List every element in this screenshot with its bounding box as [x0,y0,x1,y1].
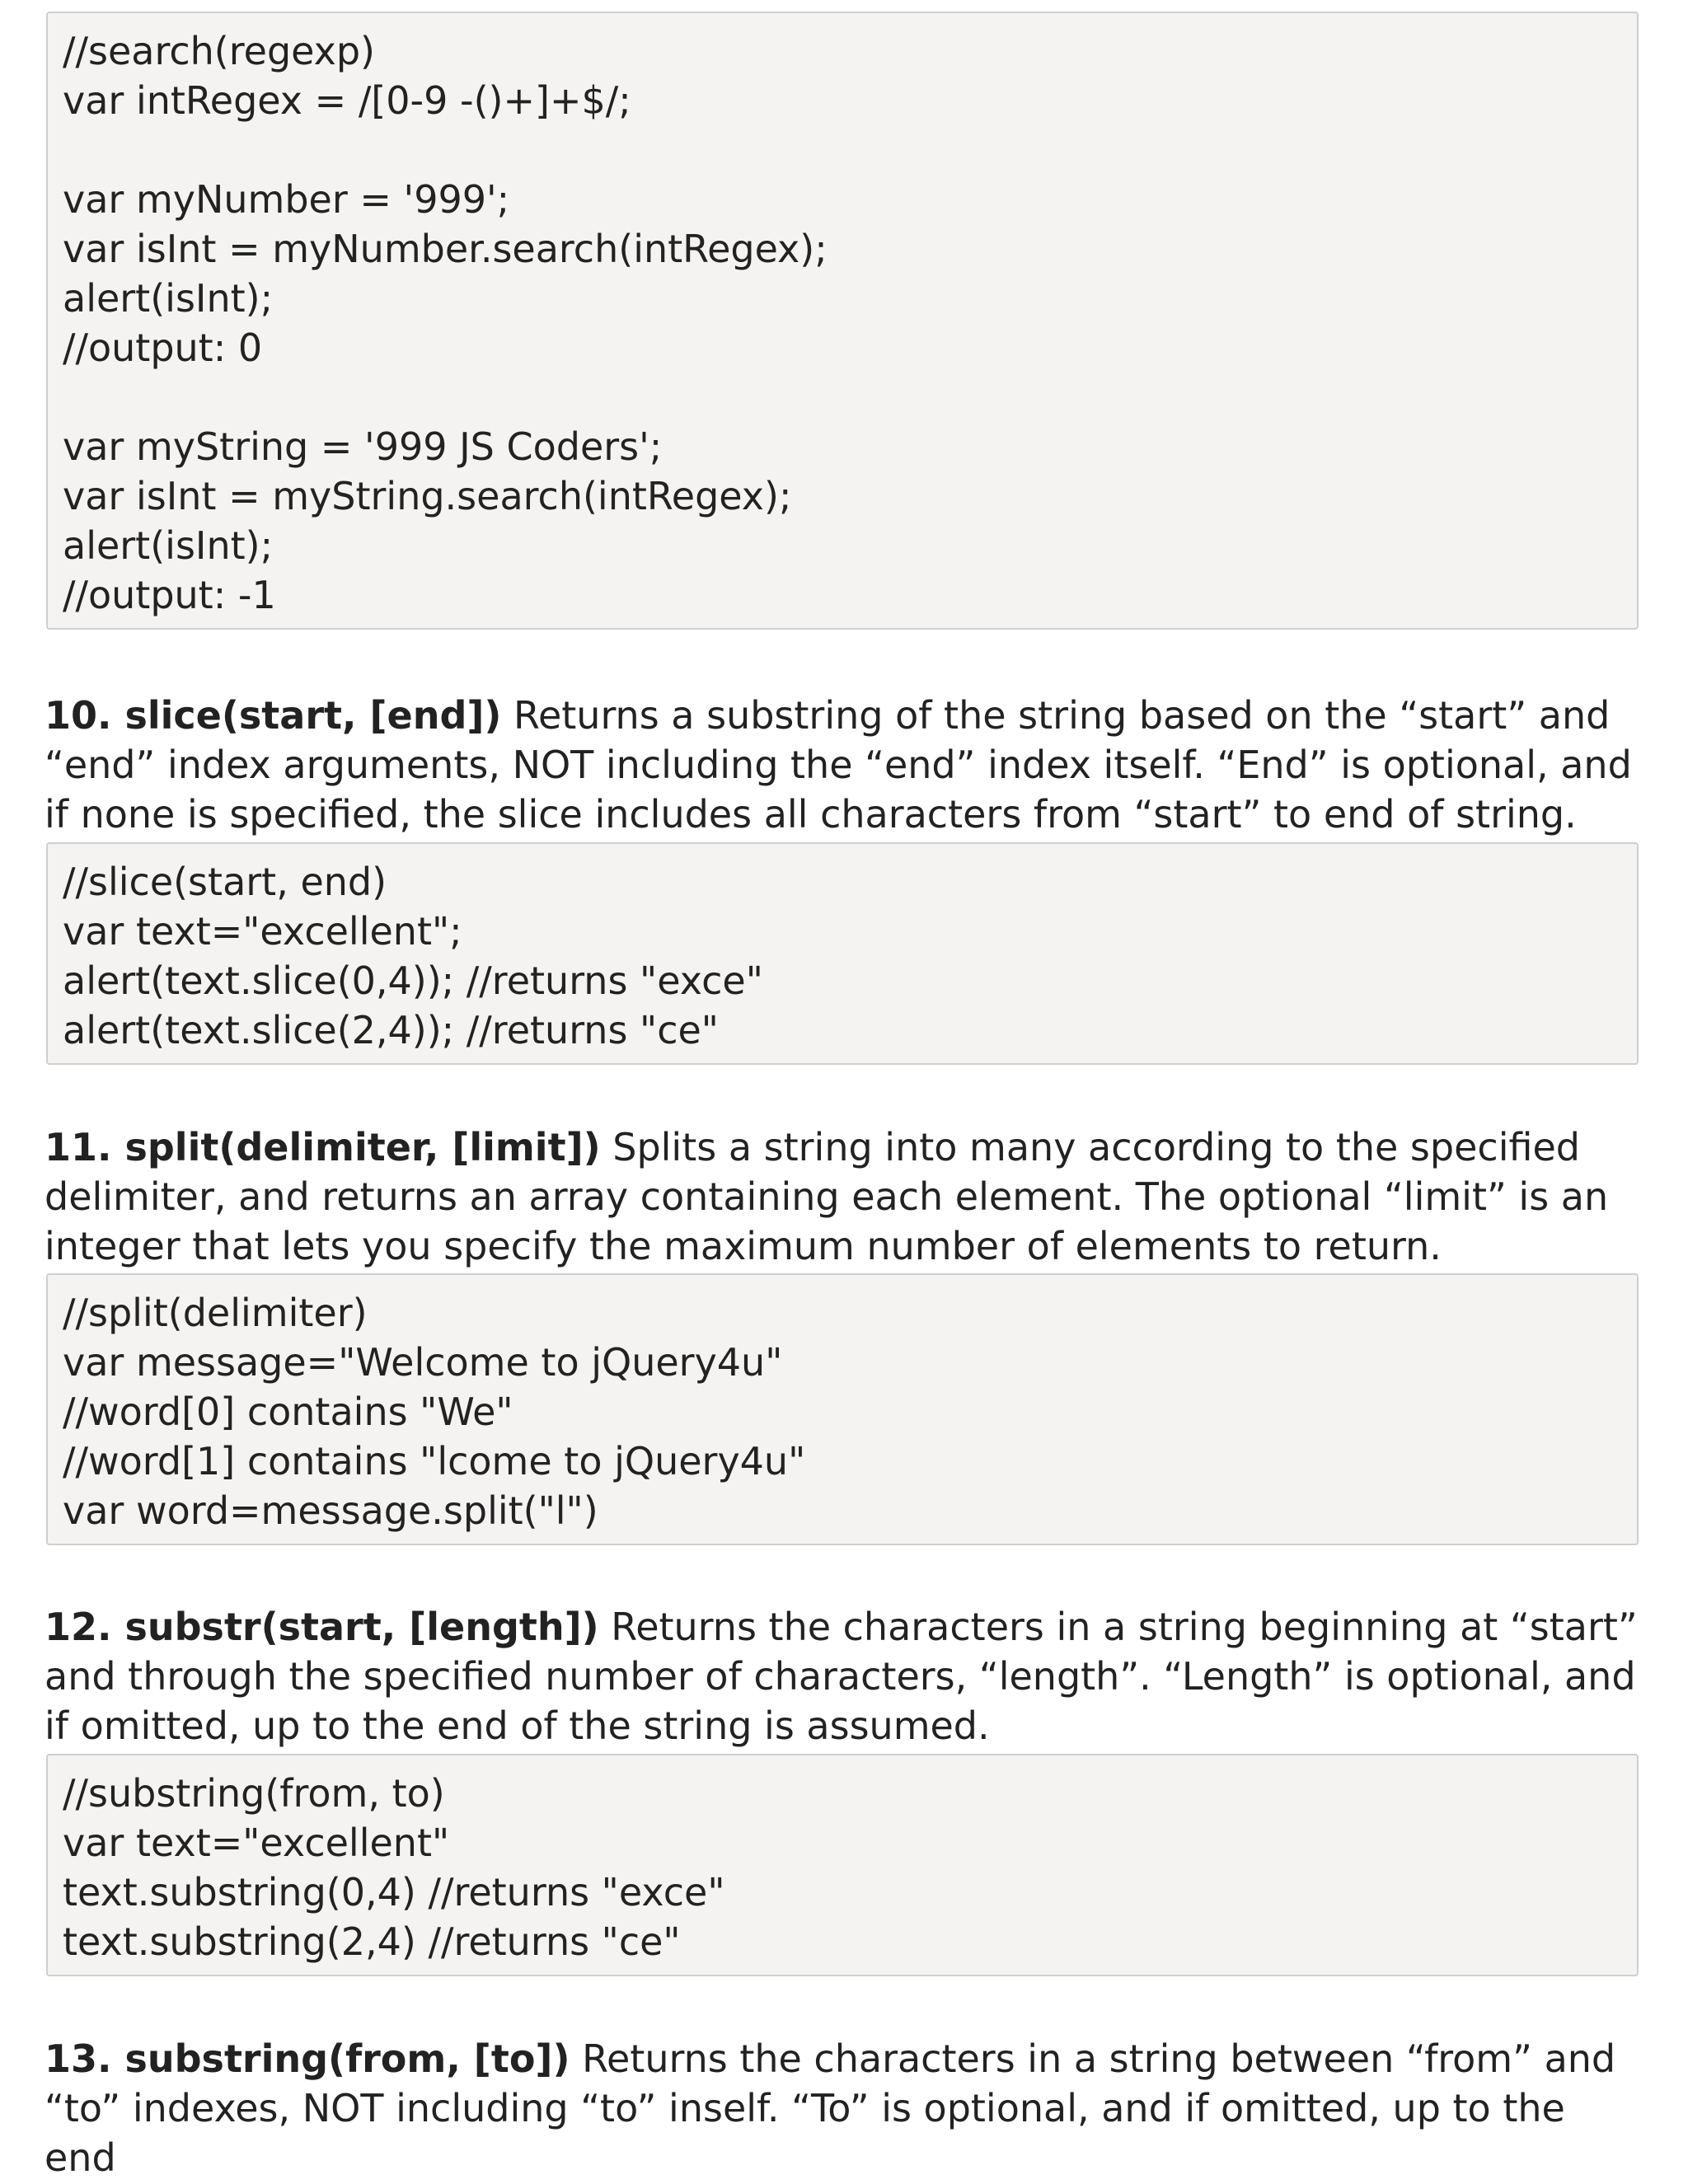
section-heading: 12. substr(start, [length]) [45,1605,599,1649]
code-line: text.substring(0,4) //returns "exce" [63,1870,725,1915]
code-line: alert(text.slice(2,4)); //returns "ce" [63,1008,719,1052]
code-line: var text="excellent" [63,1821,450,1865]
code-line: //split(delimiter) [63,1291,368,1335]
code-line: alert(text.slice(0,4)); //returns "exce" [63,958,763,1003]
code-line: var intRegex = /[0-9 -()+]+$/; [63,78,631,123]
section-substr [45,1602,1643,1750]
code-line: var isInt = myNumber.search(intRegex); [63,227,828,271]
section-substring [45,2034,1643,2182]
code-line: //word[0] contains "We" [63,1390,513,1434]
code-line: //search(regexp) [63,29,376,73]
code-line: alert(isInt); [63,276,274,321]
code-line: //substring(from, to) [63,1771,445,1816]
section-description: Returns a substring of the string based on the “start” and “end” index arguments, NOT including the “end” index itself. “End” is optional, and if none is specified, the slice includes all characters from “start” to end of string. [45,693,1632,837]
code-line: var message="Welcome to jQuery4u" [63,1340,783,1385]
section-description: Splits a string into many according to the specified delimiter, and returns an array containing each element. The optional “limit” is an integer that lets you specify the maximum number of elements to return. [45,1125,1609,1268]
section-heading: 10. slice(start, [end]) [45,693,502,738]
code-line: //output: -1 [63,573,276,617]
section-split [45,1122,1643,1271]
code-line: //word[1] contains "lcome to jQuery4u" [63,1439,806,1483]
code-block-search [46,12,1639,630]
code-block-substr [46,1754,1639,1976]
code-line: var myString = '999 JS Coders'; [63,424,663,469]
code-line: var isInt = myString.search(intRegex); [63,474,792,518]
code-block-slice [46,842,1639,1065]
section-heading: 11. split(delimiter, [limit]) [45,1125,601,1169]
code-line: text.substring(2,4) //returns "ce" [63,1919,681,1964]
code-line [63,373,1622,422]
code-line: //slice(start, end) [63,860,387,904]
code-line: alert(isInt); [63,523,274,568]
section-heading: 13. substring(from, [to]) [45,2036,570,2081]
code-line [63,125,1622,175]
code-line: var word=message.split("l") [63,1488,598,1533]
code-block-split [46,1273,1639,1545]
section-description: Returns the characters in a string beginning at “start” and through the specified number of characters, “length”. “Length” is optional, and if omitted, up to the end of the string is assumed. [45,1605,1638,1748]
code-line: //output: 0 [63,326,263,370]
code-line: var text="excellent"; [63,909,462,954]
code-line: var myNumber = '999'; [63,177,510,222]
section-slice [45,691,1643,839]
section-description: Returns the characters in a string between “from” and “to” indexes, NOT including “to” inself. “To” is optional, and if omitted, up to the end [45,2036,1616,2180]
